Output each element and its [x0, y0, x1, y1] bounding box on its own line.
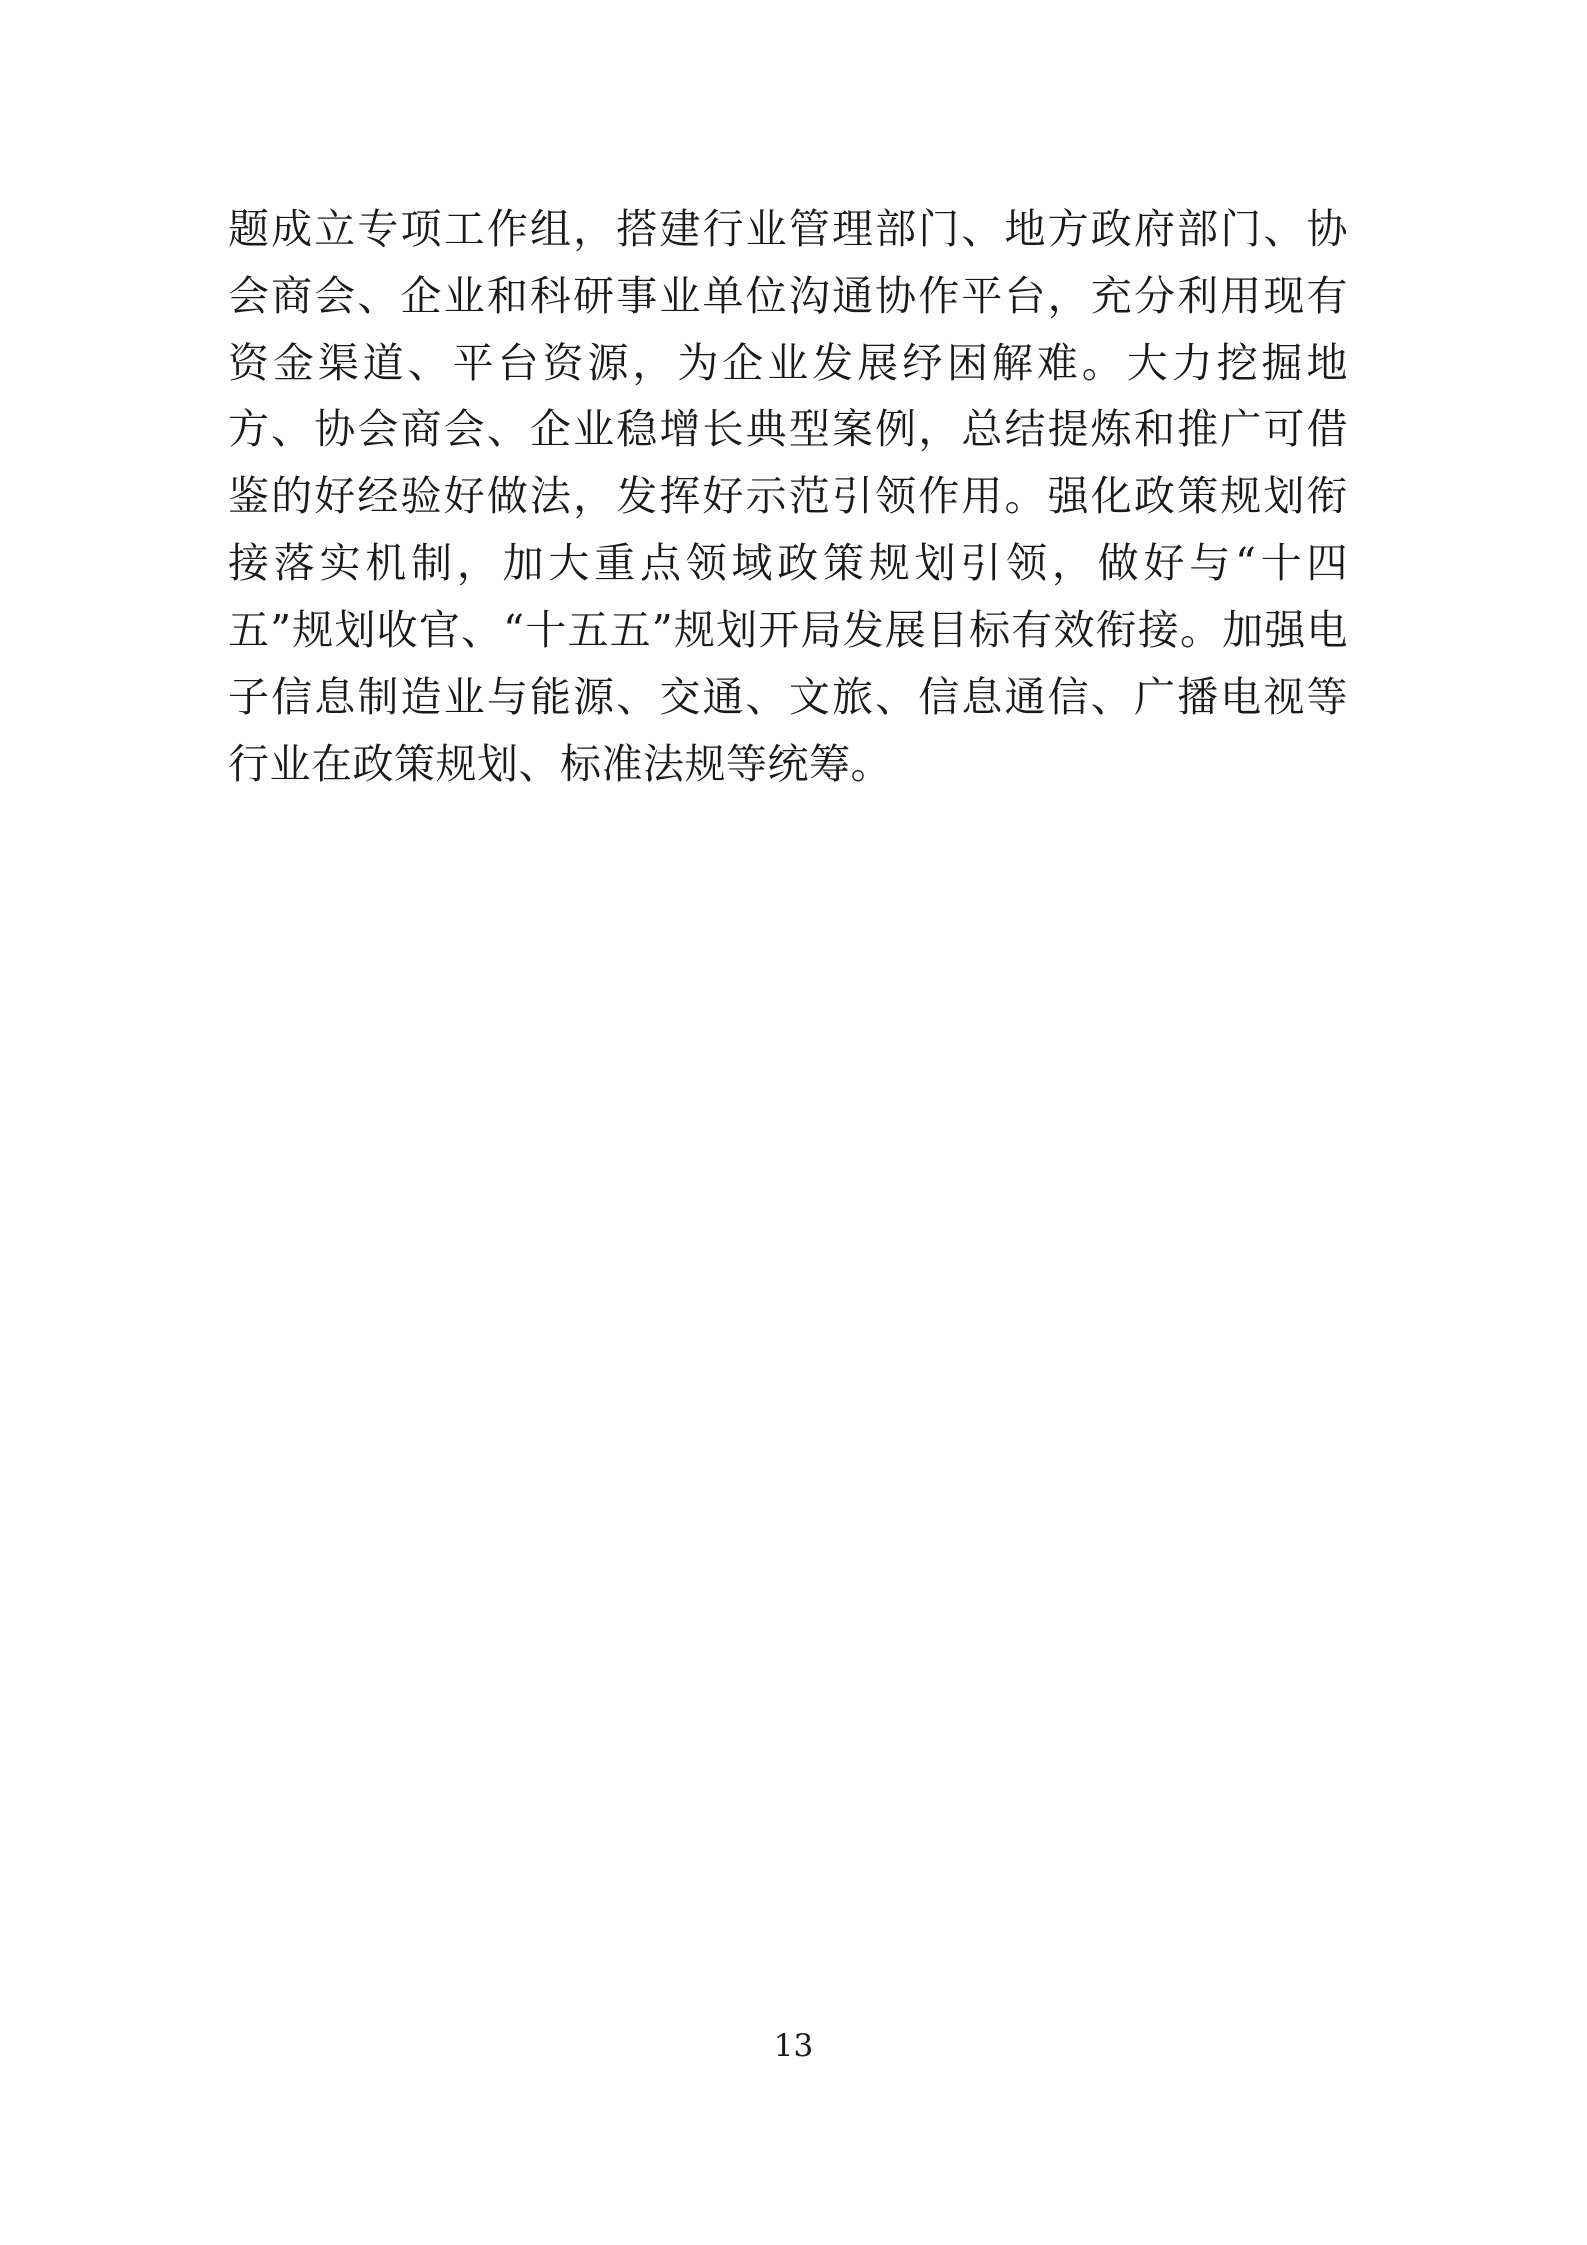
body-paragraph: 题成立专项工作组，搭建行业管理部门、地方政府部门、协会商会、企业和科研事业单位沟通协作平台，充分利用现有资金渠道、平台资源，为企业发展纾困解难。大力挖掘地方、协会商会、企业稳增长典型案例，总结提炼和推广可借鉴的好经验好做法，发挥好示范引领作用。强化政策规划衔接落实机制，加大重点领域政策规划引领，做好与“十四五”规划收官、“十五五”规划开局发展目标有效衔接。加强电子信息制造业与能源、交通、文旅、信息通信、广播电视等行业在政策规划、标准法规等统筹。	[228, 205, 1348, 788]
page-number: 13	[773, 2028, 814, 2064]
